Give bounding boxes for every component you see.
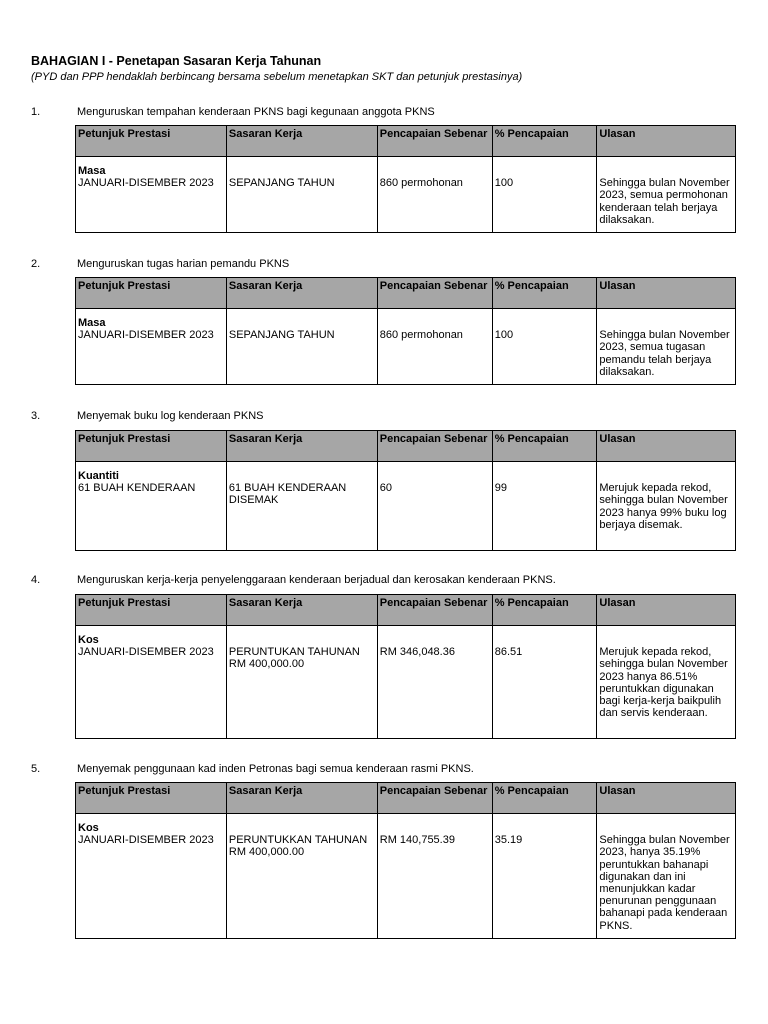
actual-text: RM 140,755.39 (379, 834, 455, 847)
header-ulasan: Ulasan (597, 431, 736, 462)
header-pencapaian: Pencapaian Sebenar (377, 126, 492, 157)
indicator-text: 61 BUAH KENDERAAN (78, 482, 196, 495)
cell-indicator (76, 814, 227, 939)
header-ulasan: Ulasan (597, 595, 736, 626)
table-header-row (76, 278, 736, 309)
item-description: Menyemak penggunaan kad inden Petronas bagi semua kenderaan rasmi PKNS. (77, 763, 474, 775)
item-description: Menguruskan tugas harian pemandu PKNS (77, 258, 290, 270)
cell-target (226, 626, 377, 739)
header-percent: % Pencapaian (492, 278, 597, 309)
header-petunjuk: Petunjuk Prestasi (76, 431, 227, 462)
section-title: BAHAGIAN I - Penetapan Sasaran Kerja Tahunan (31, 54, 322, 68)
header-petunjuk: Petunjuk Prestasi (76, 278, 227, 309)
target-text: PERUNTUKAN TAHUNAN RM 400,000.00 (228, 646, 360, 671)
percent-text: 99 (494, 482, 507, 495)
cell-target (226, 309, 377, 385)
actual-text: 860 permohonan (379, 177, 463, 190)
header-sasaran: Sasaran Kerja (226, 783, 377, 814)
category-label: Kuantiti (78, 470, 119, 482)
percent-text: 35.19 (494, 834, 523, 847)
cell-percent (492, 462, 597, 551)
header-ulasan: Ulasan (597, 783, 736, 814)
remarks-text: Merujuk kepada rekod, sehingga bulan November 2023 hanya 99% buku log berjaya disemak. (599, 482, 728, 531)
header-ulasan: Ulasan (597, 126, 736, 157)
cell-percent (492, 309, 597, 385)
actual-text: 60 (379, 482, 392, 495)
table-row (76, 626, 736, 739)
item-description: Menguruskan kerja-kerja penyelenggaraan kenderaan berjadual dan kerosakan kenderaan PKNS. (77, 574, 556, 586)
cell-actual (377, 309, 492, 385)
cell-percent (492, 814, 597, 939)
target-text: 61 BUAH KENDERAAN DISEMAK (228, 482, 347, 507)
header-pencapaian: Pencapaian Sebenar (377, 595, 492, 626)
header-sasaran: Sasaran Kerja (226, 595, 377, 626)
cell-remarks (597, 626, 736, 739)
cell-actual (377, 626, 492, 739)
target-text: PERUNTUKKAN TAHUNAN RM 400,000.00 (228, 834, 368, 859)
skt-table-2 (75, 277, 736, 385)
target-text: SEPANJANG TAHUN (228, 329, 335, 342)
header-pencapaian: Pencapaian Sebenar (377, 783, 492, 814)
table-header-row (76, 431, 736, 462)
section-subtitle: (PYD dan PPP hendaklah berbincang bersama sebelum menetapkan SKT dan petunjuk prestasinya) (31, 71, 523, 83)
remarks-text: Sehingga bulan November 2023, hanya 35.19% peruntukkan bahanapi digunakan dan ini menunjukkan kadar penurunan penggunaan bahanapi pada kenderaan PKNS. (599, 834, 730, 932)
cell-remarks (597, 814, 736, 939)
indicator-text: JANUARI-DISEMBER 2023 (78, 646, 214, 659)
cell-indicator (76, 157, 227, 233)
table-row (76, 814, 736, 939)
header-pencapaian: Pencapaian Sebenar (377, 431, 492, 462)
header-sasaran: Sasaran Kerja (226, 431, 377, 462)
header-percent: % Pencapaian (492, 595, 597, 626)
cell-actual (377, 814, 492, 939)
header-sasaran: Sasaran Kerja (226, 278, 377, 309)
remarks-text: Merujuk kepada rekod, sehingga bulan November 2023 hanya 86.51% peruntukkan digunakan bagi kerja-kerja baikpulih dan servis kenderaan. (599, 646, 728, 720)
header-percent: % Pencapaian (492, 431, 597, 462)
item-number: 1. (31, 106, 41, 118)
table-row (76, 309, 736, 385)
cell-percent (492, 626, 597, 739)
percent-text: 100 (494, 177, 514, 190)
header-percent: % Pencapaian (492, 126, 597, 157)
cell-actual (377, 462, 492, 551)
header-sasaran: Sasaran Kerja (226, 126, 377, 157)
indicator-text: JANUARI-DISEMBER 2023 (78, 329, 214, 342)
cell-indicator (76, 309, 227, 385)
category-label: Masa (78, 165, 106, 177)
table-header-row (76, 783, 736, 814)
skt-table-5 (75, 782, 736, 939)
item-number: 2. (31, 258, 41, 270)
category-label: Kos (78, 634, 99, 646)
cell-indicator (76, 626, 227, 739)
item-number: 5. (31, 763, 41, 775)
table-row (76, 157, 736, 233)
skt-table-1 (75, 125, 736, 233)
category-label: Kos (78, 822, 99, 834)
item-description: Menguruskan tempahan kenderaan PKNS bagi kegunaan anggota PKNS (77, 106, 435, 118)
item-description: Menyemak buku log kenderaan PKNS (77, 410, 264, 422)
category-label: Masa (78, 317, 106, 329)
header-percent: % Pencapaian (492, 783, 597, 814)
actual-text: 860 permohonan (379, 329, 463, 342)
skt-table-3 (75, 430, 736, 551)
cell-indicator (76, 462, 227, 551)
table-header-row (76, 595, 736, 626)
item-number: 4. (31, 574, 41, 586)
header-petunjuk: Petunjuk Prestasi (76, 783, 227, 814)
cell-percent (492, 157, 597, 233)
indicator-text: JANUARI-DISEMBER 2023 (78, 177, 214, 190)
cell-target (226, 462, 377, 551)
remarks-text: Sehingga bulan November 2023, semua permohonan kenderaan telah berjaya dilaksakan. (599, 177, 730, 226)
cell-actual (377, 157, 492, 233)
header-petunjuk: Petunjuk Prestasi (76, 595, 227, 626)
percent-text: 86.51 (494, 646, 523, 659)
item-number: 3. (31, 410, 41, 422)
actual-text: RM 346,048.36 (379, 646, 455, 659)
cell-target (226, 814, 377, 939)
header-ulasan: Ulasan (597, 278, 736, 309)
header-petunjuk: Petunjuk Prestasi (76, 126, 227, 157)
cell-remarks (597, 462, 736, 551)
percent-text: 100 (494, 329, 514, 342)
indicator-text: JANUARI-DISEMBER 2023 (78, 834, 214, 847)
cell-remarks (597, 157, 736, 233)
table-row (76, 462, 736, 551)
table-header-row (76, 126, 736, 157)
remarks-text: Sehingga bulan November 2023, semua tugasan pemandu telah berjaya dilaksakan. (599, 329, 730, 378)
header-pencapaian: Pencapaian Sebenar (377, 278, 492, 309)
target-text: SEPANJANG TAHUN (228, 177, 335, 190)
cell-target (226, 157, 377, 233)
skt-table-4 (75, 594, 736, 739)
cell-remarks (597, 309, 736, 385)
